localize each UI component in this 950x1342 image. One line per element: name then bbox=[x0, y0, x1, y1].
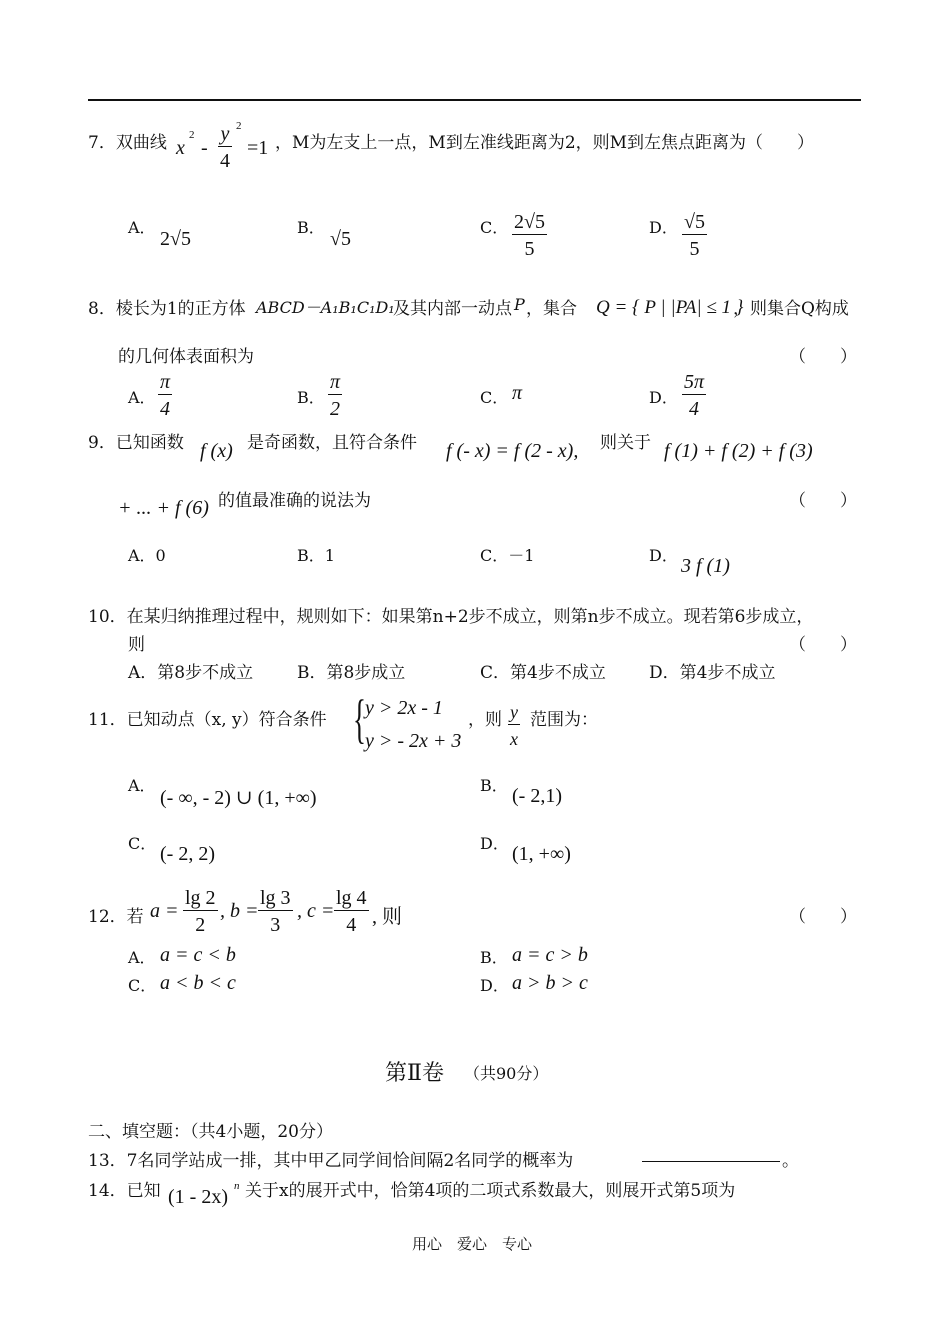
q9-mid1: 是奇函数，且符合条件 bbox=[247, 433, 417, 453]
q8-option-d-frac bbox=[682, 370, 706, 423]
q9-prefix: 9．已知函数 bbox=[88, 433, 184, 453]
q9-fx: f (x) bbox=[200, 440, 233, 462]
part-2-score: （共90分） bbox=[464, 1064, 549, 1083]
q8-solid: ABCD－A₁B₁C₁D₁ bbox=[256, 298, 395, 317]
q11-cond2: y > - 2x + 3 bbox=[365, 730, 462, 752]
q8-suffix: ，则集合Q构成 bbox=[733, 299, 849, 319]
q7-option-c-label: C． bbox=[480, 218, 509, 237]
q12-a-frac bbox=[183, 886, 218, 939]
q12-option-d-value: a > b > c bbox=[512, 972, 588, 994]
q7-frac-num: y bbox=[218, 122, 232, 147]
q7-sup: 2 bbox=[189, 129, 195, 141]
q10-option-b: B．第8步成立 bbox=[297, 663, 406, 683]
q11-option-d-value: (1, +∞) bbox=[512, 843, 571, 865]
q10-option-d: D．第4步不成立 bbox=[649, 663, 776, 683]
q8-option-d-label: D． bbox=[649, 388, 678, 407]
q8-option-a-frac bbox=[158, 370, 172, 423]
q7-frac-sup: 2 bbox=[236, 120, 242, 132]
q8-option-a-num: π bbox=[160, 371, 171, 393]
q7-prefix: 7．双曲线 bbox=[88, 133, 167, 153]
q9-paren: （ ） bbox=[789, 491, 857, 511]
q12-a: a = bbox=[150, 900, 179, 922]
q9-sum2: + ... + f (6) bbox=[118, 497, 209, 519]
q12-b-frac bbox=[258, 886, 293, 939]
q12-c: , c = bbox=[297, 900, 335, 922]
q10-paren: （ ） bbox=[789, 635, 857, 655]
q10-line2: 则 bbox=[128, 635, 145, 655]
q7-minus: - bbox=[201, 137, 208, 159]
q12-option-a-value: a = c < b bbox=[160, 944, 236, 966]
q12-c-frac bbox=[334, 886, 369, 939]
q7-option-b-label: B． bbox=[297, 218, 325, 237]
q13-text: 13．7名同学站成一排，其中甲乙同学间恰间隔2名同学的概率为 bbox=[88, 1151, 574, 1171]
q10-option-c: C．第4步不成立 bbox=[480, 663, 606, 683]
q12-b-num: lg 3 bbox=[260, 887, 291, 909]
q11-prefix: 11．已知动点（x, y）符合条件 bbox=[88, 710, 327, 730]
q8-set-text: ，集合 bbox=[526, 299, 577, 319]
q7-option-d-label: D． bbox=[649, 218, 678, 237]
q14-prefix: 14．已知 bbox=[88, 1181, 161, 1201]
q8-option-c-value: π bbox=[512, 382, 523, 404]
q7-frac bbox=[218, 122, 232, 175]
q9-cond: f (- x) = f (2 - x), bbox=[446, 440, 579, 462]
q12-option-a-label: A． bbox=[128, 948, 156, 967]
q11-frac-num: y bbox=[508, 700, 520, 725]
q8-point: P bbox=[514, 295, 525, 314]
q8-option-b-den: 2 bbox=[330, 398, 341, 420]
q12-option-c-value: a < b < c bbox=[160, 972, 236, 994]
q7-frac-den: 4 bbox=[220, 150, 230, 172]
q12-paren: （ ） bbox=[789, 907, 857, 927]
q7-option-c-num: 2√5 bbox=[514, 211, 545, 233]
q9-option-b: B．1 bbox=[297, 546, 335, 565]
q8-option-c-label: C． bbox=[480, 388, 509, 407]
q7-option-d-den: 5 bbox=[689, 238, 700, 260]
q14-sup: n bbox=[234, 1180, 240, 1192]
q14-expr: (1 - 2x) bbox=[168, 1186, 228, 1208]
q11-mid: ，则 bbox=[468, 710, 502, 730]
q11-cond1: y > 2x - 1 bbox=[365, 697, 443, 719]
q12-b: , b = bbox=[220, 900, 259, 922]
q9-line2: 的值最准确的说法为 bbox=[218, 491, 371, 511]
q9-option-d-label: D． bbox=[649, 546, 678, 565]
q7-eq-right: =1 bbox=[247, 137, 269, 159]
q13-end: 。 bbox=[782, 1151, 799, 1171]
q8-option-a-label: A． bbox=[128, 388, 156, 407]
q7-suffix: ，M为左支上一点，M到左准线距离为2，则M到左焦点距离为（ ） bbox=[275, 133, 815, 153]
q8-option-b-num: π bbox=[330, 371, 341, 393]
q12-option-d-label: D． bbox=[480, 976, 509, 995]
page-footer: 用心 爱心 专心 bbox=[412, 1235, 533, 1253]
q8-option-b-label: B． bbox=[297, 388, 325, 407]
q11-option-c-value: (- 2, 2) bbox=[160, 843, 215, 865]
q11-option-d-label: D． bbox=[480, 834, 509, 853]
q12-a-den: 2 bbox=[195, 914, 206, 936]
q9-sum1: f (1) + f (2) + f (3) bbox=[664, 440, 813, 462]
q9-option-d-value: 3 f (1) bbox=[681, 555, 730, 577]
q9-option-c: C．－1 bbox=[480, 546, 535, 565]
q7-option-d-frac bbox=[682, 210, 707, 263]
q11-suffix: 范围为： bbox=[530, 710, 598, 730]
q12-c-den: 4 bbox=[346, 914, 357, 936]
q8-option-d-den: 4 bbox=[689, 398, 700, 420]
q11-option-b-label: B． bbox=[480, 776, 508, 795]
q11-brace: { bbox=[353, 689, 366, 749]
q12-c-num: lg 4 bbox=[336, 887, 367, 909]
q11-option-a-label: A． bbox=[128, 776, 156, 795]
section-2-heading: 二、填空题：（共4小题，20分） bbox=[88, 1122, 333, 1142]
q10-option-a: A．第8步不成立 bbox=[128, 663, 254, 683]
q7-option-a-value: 2√5 bbox=[160, 228, 191, 250]
q8-prefix: 8．棱长为1的正方体 bbox=[88, 299, 246, 319]
q9-option-a: A．0 bbox=[128, 546, 166, 565]
q8-option-b-frac bbox=[328, 370, 342, 423]
q12-option-c-label: C． bbox=[128, 976, 157, 995]
q11-option-b-value: (- 2,1) bbox=[512, 785, 562, 807]
q7-option-a-label: A． bbox=[128, 218, 156, 237]
q8-set-expr: Q = { P | |PA| ≤ 1 } bbox=[596, 297, 744, 318]
q12-option-b-label: B． bbox=[480, 948, 508, 967]
q8-line2: 的几何体表面积为 bbox=[118, 347, 254, 367]
q13-answer-blank[interactable] bbox=[642, 1145, 780, 1166]
q7-eq-left: x bbox=[176, 137, 185, 159]
q14-suffix: 关于x的展开式中，恰第4项的二项式系数最大，则展开式第5项为 bbox=[245, 1181, 736, 1201]
q11-option-a-value: (- ∞, - 2) ∪ (1, +∞) bbox=[160, 787, 317, 809]
q12-suffix: , 则 bbox=[372, 906, 402, 928]
q8-mid: 及其内部一动点 bbox=[393, 299, 512, 319]
q12-option-b-value: a = c > b bbox=[512, 944, 588, 966]
q12-prefix: 12．若 bbox=[88, 907, 144, 927]
q11-frac bbox=[508, 700, 520, 753]
q7-option-c-den: 5 bbox=[524, 238, 535, 260]
q11-frac-den: x bbox=[510, 729, 518, 749]
q9-mid2: 则关于 bbox=[600, 433, 651, 453]
q8-option-d-num: 5π bbox=[684, 371, 705, 393]
q7-option-d-num: √5 bbox=[684, 211, 705, 233]
q7-option-c-frac bbox=[512, 210, 547, 263]
q12-a-num: lg 2 bbox=[185, 887, 216, 909]
q7-option-b-value: √5 bbox=[330, 228, 351, 250]
q12-b-den: 3 bbox=[270, 914, 281, 936]
q11-option-c-label: C． bbox=[128, 834, 157, 853]
part-2-title: 第Ⅱ卷 bbox=[385, 1061, 444, 1086]
q8-paren: （ ） bbox=[789, 347, 857, 367]
q8-option-a-den: 4 bbox=[160, 398, 171, 420]
header-rule bbox=[88, 99, 861, 101]
q10-line1: 10．在某归纳推理过程中，规则如下：如果第n+2步不成立，则第n步不成立。现若第6步成立， bbox=[88, 607, 814, 627]
